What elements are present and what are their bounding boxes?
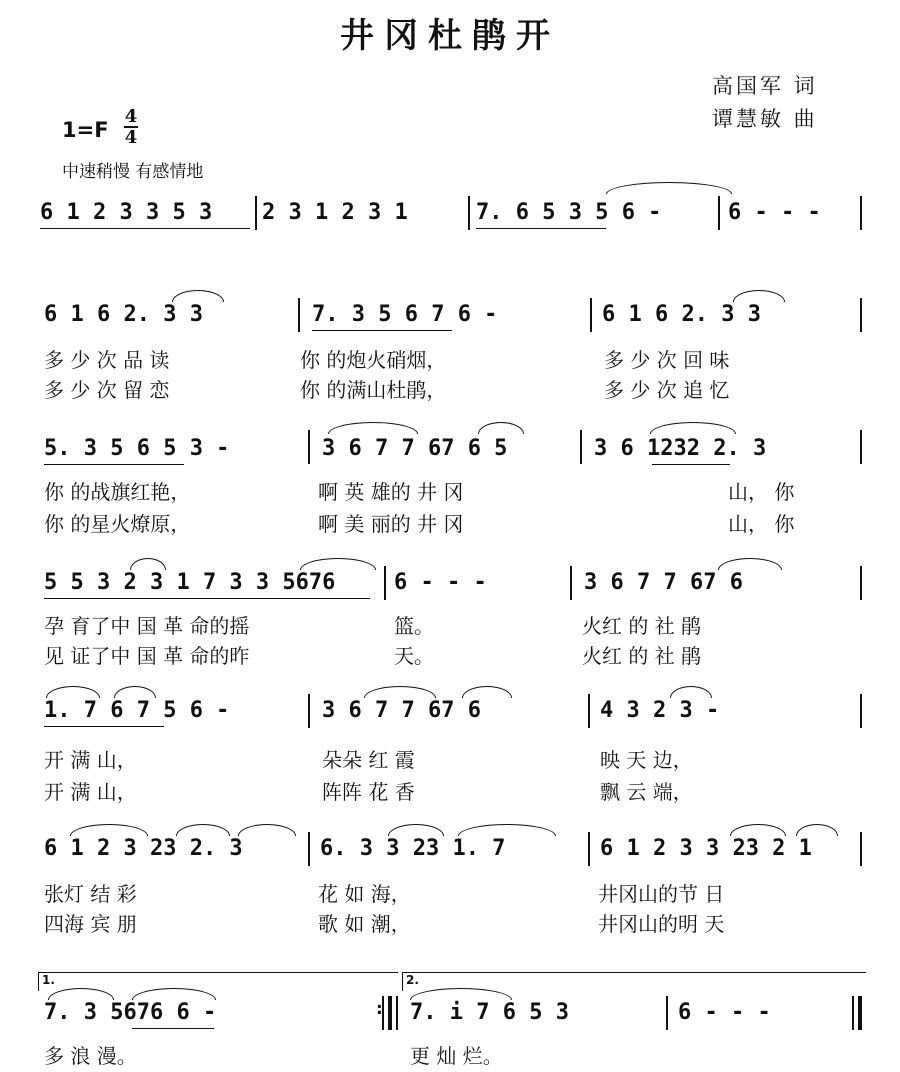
lyric-line-1: 山， 你 [728,480,795,504]
beat-underline [312,330,452,331]
lyric-line-1: 井冈山的节 日 [598,882,725,906]
barline [298,298,300,332]
barline [590,298,592,332]
tie-mark [238,824,296,836]
lyric-line-2: 井冈山的明 天 [598,912,725,936]
time-signature-bottom: 4 [124,127,138,148]
barline [588,832,590,866]
barline [860,430,862,464]
tie-mark [650,422,736,434]
repeat-dots: : [374,998,385,1019]
lyric-line-2: 见 证了中 国 革 命的昨 [44,644,250,668]
measure-notes: 6 1 2 3 3 23 2 1 [600,836,812,861]
barline [580,430,582,464]
beat-underline [44,464,184,465]
key-signature: 1=F [62,118,109,142]
tie-mark [462,686,512,698]
barline [860,196,862,230]
lyric-line-1: 孕 育了中 国 革 命的摇 [44,614,250,638]
measure-notes: 6 1 6 2. 3 3 [44,302,203,327]
tie-mark [46,686,100,698]
tie-mark [478,422,524,434]
lyric-line-2: 你 的满山杜鹃， [300,378,447,402]
tie-mark [670,686,712,698]
barline [860,694,862,728]
lyric-line-2: 你 的星火燎原， [44,512,191,536]
lyric-line-1: 开 满 山， [44,748,137,772]
volta-2: 2. [402,972,866,991]
measure-notes: 5. 3 5 6 5 3 - [44,436,230,461]
lyric-line-1: 花 如 海， [318,882,411,906]
beat-underline [132,1028,214,1029]
lyric-line-1: 多 少 次 回 味 [604,348,730,372]
tie-mark [388,824,444,836]
measure-notes: 2 3 1 2 3 1 [262,200,408,225]
tie-mark [70,824,148,836]
lyric-line-2: 歌 如 潮， [318,912,411,936]
beat-underline [652,464,730,465]
measure-notes: 3 6 7 7 67 6 5 [322,436,508,461]
barline [718,196,720,230]
tie-mark [130,558,166,570]
measure-notes: 7. 3 5676 6 - [44,1000,217,1025]
lyric-line-1: 篮。 [394,614,434,638]
measure-notes: 7. i 7 6 5 3 [410,1000,569,1025]
barline [308,832,310,866]
lyric-line-1: 多 浪 漫。 [44,1044,137,1068]
measure-notes: 1. 7 6 7 5 6 - [44,698,230,723]
tie-mark [733,290,785,302]
barline [308,430,310,464]
beat-underline [44,726,164,727]
lyric-line-1: 你 的炮火硝烟， [300,348,447,372]
measure-notes: 6 1 6 2. 3 3 [602,302,761,327]
measure-notes: 6 1 2 3 23 2. 3 [44,836,243,861]
barline [308,694,310,728]
lyric-line-1: 朵朵 红 霞 [322,748,415,772]
beat-underline [44,598,370,599]
barline [588,694,590,728]
lyric-line-1: 映 天 边， [600,748,693,772]
barline [570,566,572,600]
lyric-line-1: 火红 的 社 鹃 [582,614,702,638]
lyric-line-2: 多 少 次 追 忆 [604,378,730,402]
barline [860,832,862,866]
tie-mark [172,290,224,302]
barline [468,196,470,230]
barline [396,996,398,1030]
tie-mark [730,824,786,836]
measure-notes: 6. 3 3 23 1. 7 [320,836,506,861]
tie-mark [606,182,732,194]
tie-mark [796,824,838,836]
lyric-line-2: 四海 宾 朋 [44,912,137,936]
tempo-marking: 中速稍慢 有感情地 [62,162,204,182]
lyric-line-2: 开 满 山， [44,780,137,804]
composer-credit: 谭慧敏 曲 [712,107,818,131]
measure-notes: 7. 3 5 6 7 6 - [312,302,498,327]
tie-mark [328,422,418,434]
final-barline [852,996,854,1030]
lyric-line-1: 张灯 结 彩 [44,882,137,906]
measure-notes: 6 1 2 3 3 5 3 [40,200,213,225]
lyric-line-2: 天。 [394,644,434,668]
barline [666,996,668,1030]
tie-mark [176,824,230,836]
barline [384,566,386,600]
measure-notes: 7. 6 5 3 5 6 - [476,200,662,225]
song-title: 井冈杜鹃开 [340,16,560,56]
lyric-line-2: 啊 美 丽的 井 冈 [318,512,464,536]
lyric-line-1: 更 灿 烂。 [410,1044,503,1068]
tie-mark [114,686,156,698]
lyric-line-2: 火红 的 社 鹃 [582,644,702,668]
beat-underline [476,228,606,229]
lyric-line-1: 啊 英 雄的 井 冈 [318,480,464,504]
tie-mark [718,558,782,570]
lyric-line-1: 多 少 次 品 读 [44,348,170,372]
lyric-line-2: 飘 云 端， [600,780,693,804]
tie-mark [364,686,436,698]
barline [860,298,862,332]
lyricist-credit: 高国军 词 [712,74,818,98]
lyric-line-2: 阵阵 花 香 [322,780,415,804]
final-barline [858,996,862,1030]
measure-notes: 6 - - - [728,200,821,225]
barline [255,196,257,230]
lyric-line-2: 山， 你 [728,512,795,536]
time-signature [124,108,138,146]
measure-notes: 3 6 1232 2. 3 [594,436,767,461]
measure-notes: 6 - - - [394,570,487,595]
volta-1: 1. [38,972,398,991]
measure-notes: 5 5 3 2 3 1 7 3 3 5676 [44,570,336,595]
measure-notes: 3 6 7 7 67 6 [322,698,481,723]
lyric-line-2: 多 少 次 留 恋 [44,378,170,402]
tie-mark [300,558,376,570]
measure-notes: 3 6 7 7 67 6 [584,570,743,595]
lyric-line-1: 你 的战旗红艳， [44,480,191,504]
measure-notes: 4 3 2 3 - [600,698,720,723]
repeat-barline [388,996,392,1030]
measure-notes: 6 - - - [678,1000,771,1025]
beat-underline [40,228,250,229]
barline [860,566,862,600]
time-signature-top: 4 [124,106,138,127]
tie-mark [458,824,556,836]
